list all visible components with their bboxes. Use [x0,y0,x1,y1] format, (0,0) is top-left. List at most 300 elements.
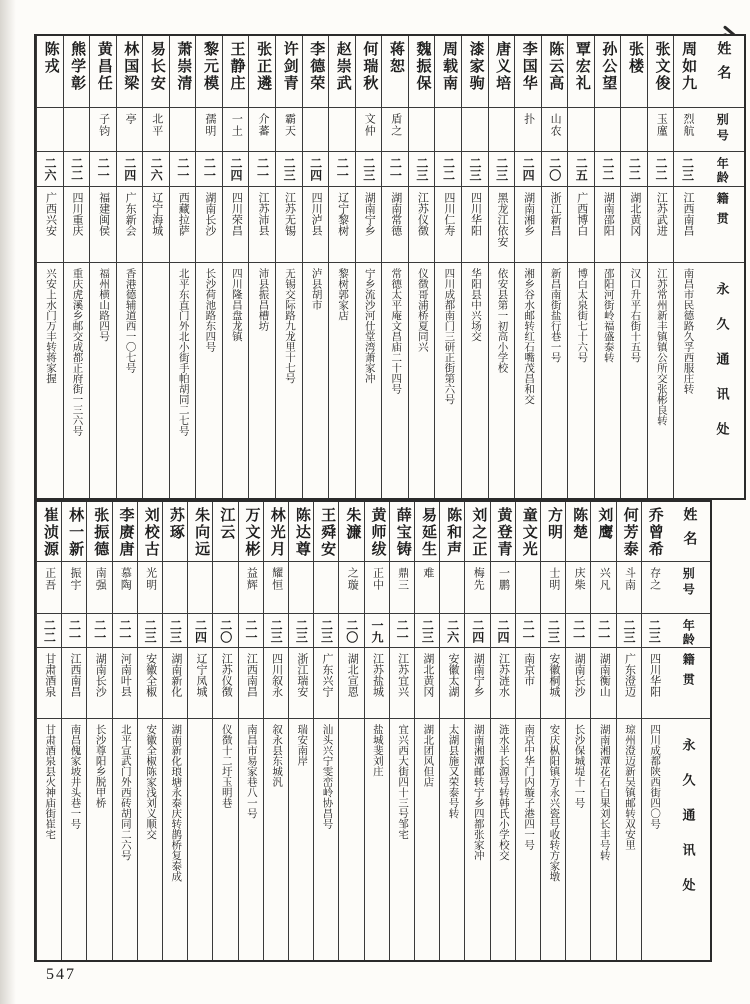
header-column [666,502,710,960]
person-native-text: 浙江新昌 [549,192,562,236]
person-name-text: 周如九 [680,41,697,92]
person-native-text: 江苏仪徴 [220,653,233,697]
person-name [674,36,700,108]
person-address-text: 兴安上水门万丰转蒋家握 [44,268,56,384]
person-age-text: 二一 [243,619,258,643]
person-alias [87,562,111,614]
person-name [491,502,515,562]
person-name [289,502,313,562]
person-address [276,263,302,498]
person-column [248,36,275,498]
person-name [64,36,90,108]
person-name [138,502,162,562]
person-age-text: 二六 [149,157,164,181]
person-address-text: 福州横山路四号 [98,268,110,342]
person-address [465,719,489,960]
person-age-text: 二三 [414,157,429,181]
person-native-text: 辽宁黎树 [336,192,349,236]
person-native-text: 安徽全椒 [144,653,157,697]
person-address-text: 安庆枞阳镇方永兴瓷号收转方家墩 [548,724,560,882]
person-alias-text: 一土 [230,113,243,137]
person-native [541,648,565,719]
person-address-text: 湖北团风但店 [422,724,434,787]
header-address [666,719,710,960]
person-native [87,648,111,719]
person-age-text: 二一 [395,619,410,643]
person-alias [642,562,666,614]
person-column [61,502,86,960]
person-native [542,187,568,263]
person-column [490,502,515,960]
person-alias [239,562,263,614]
person-address-text: 湖南湘潭邮转宁乡四都张家冲 [472,724,484,861]
person-name-text: 陈和声 [445,507,462,558]
person-alias [329,108,355,152]
person-name [303,36,329,108]
person-alias [435,108,461,152]
person-column [514,36,541,498]
person-age [365,614,389,648]
person-native [440,648,464,719]
person-name-text: 黄登青 [495,507,512,558]
person-age [264,614,288,648]
person-native-text: 四川仁寿 [442,192,455,236]
person-name-text: 苏琢 [167,507,184,541]
person-address-text: 南昌傀家坡井头巷一号 [69,724,81,829]
person-alias-text: 介蕃 [256,113,269,137]
person-native-text: 甘肃酒泉 [43,653,56,697]
person-address [143,263,169,498]
person-address [621,263,647,498]
person-alias [440,562,464,614]
person-native-text: 湖北黄冈 [421,653,434,697]
person-native-text: 湖南长沙 [573,653,586,697]
person-column [36,502,61,960]
person-alias-text: 玉廑 [655,113,668,137]
person-alias [196,108,222,152]
person-name-text: 黎元模 [201,41,218,92]
person-column [112,502,137,960]
person-alias-text: 兴凡 [598,567,611,591]
person-alias [138,562,162,614]
person-address-text: 长沙尊阳乡脱甲桥 [94,724,106,808]
person-name [591,502,615,562]
person-age [390,614,414,648]
person-age-text: 二四 [193,619,208,643]
person-native [314,648,338,719]
person-native [382,187,408,263]
person-address [617,719,641,960]
person-age-text: 二〇 [547,157,562,181]
person-native-text: 湖北宣恩 [346,653,359,697]
person-address [642,719,666,960]
header-address-label: 永久通讯处 [680,738,696,913]
person-address [591,719,615,960]
person-alias [489,108,515,152]
person-name-text: 林一新 [67,507,84,558]
person-native-text: 江西南昌 [681,192,694,236]
person-age-text: 二三 [319,619,334,643]
person-native-text: 辽宁海城 [150,192,163,236]
person-name-text: 易长安 [148,41,165,92]
person-address-text: 安徽全椒陈家浅刘义顺交 [145,724,157,840]
person-native [188,648,212,719]
person-alias [356,108,382,152]
person-name-text: 蒋恕 [387,41,404,75]
person-address [196,263,222,498]
person-age-text: 二一 [335,157,350,181]
person-address [435,263,461,498]
person-native-text: 湖南衡山 [598,653,611,697]
person-address-text: 湖南湘潭花石白果刘长丰号转 [598,724,610,861]
person-native [90,187,116,263]
person-column [381,36,408,498]
person-native-text: 浙江瑞安 [295,653,308,697]
person-address [113,719,137,960]
person-age [276,152,302,187]
person-age [465,614,489,648]
person-address-text: 四川成都南门三研正街第六号 [443,268,455,405]
person-native-text: 辽宁凤城 [195,653,208,697]
person-alias-text: 子钧 [97,113,110,137]
header-address-label: 永久通讯处 [714,282,730,457]
person-address-text: 邵阳河街岭福盛泰转 [602,268,614,363]
person-age [62,614,86,648]
person-alias-text: 正中 [371,567,384,591]
person-native-text: 四川叙永 [270,653,283,697]
person-native-text: 四川重庆 [71,192,84,236]
header-name-label: 姓名 [681,507,697,555]
person-native [465,648,489,719]
person-age-text: 二六 [445,619,460,643]
person-age-text: 二一 [255,157,270,181]
person-column [162,502,187,960]
person-age-text: 二三 [680,157,695,181]
person-address [314,719,338,960]
person-address [595,263,621,498]
person-name-text: 陈戎 [42,41,59,75]
person-alias [37,562,61,614]
person-alias [516,562,540,614]
person-address [516,719,540,960]
person-name [37,36,63,108]
person-column [673,36,700,498]
person-name [409,36,435,108]
person-name-text: 张楼 [626,41,643,75]
person-age [249,152,275,187]
person-alias-text: 正吾 [43,567,56,591]
person-age [163,614,187,648]
person-alias [621,108,647,152]
person-native [674,187,700,263]
person-address [674,263,700,498]
person-age-text: 一九 [369,619,384,643]
person-address-text: 瑞安南岸 [296,724,308,766]
person-address [264,719,288,960]
person-name [314,502,338,562]
person-column [355,36,382,498]
person-address [566,719,590,960]
person-name [249,36,275,108]
person-address-text: 黎树郭家店 [337,268,349,321]
person-address [491,719,515,960]
person-native [617,648,641,719]
person-name-text: 黄师绂 [369,507,386,558]
person-address [648,263,674,498]
person-name [617,502,641,562]
header-native-label: 籍贯 [681,653,696,693]
person-column [594,36,621,498]
person-column [302,36,329,498]
person-alias-text: 鼎三 [396,567,409,591]
person-native [365,648,389,719]
person-alias [515,108,541,152]
person-name-text: 林国梁 [122,41,139,92]
person-address-text: 湘乡谷水邮转红石嘴茂昌和交 [523,268,535,405]
person-native-text: 江苏武进 [655,192,668,236]
person-age-text: 二五 [574,157,589,181]
person-age [617,614,641,648]
person-age [568,152,594,187]
person-address [90,263,116,498]
person-name [87,502,111,562]
person-column [565,502,590,960]
header-name-label: 姓名 [715,41,731,89]
person-alias [314,562,338,614]
person-name [170,36,196,108]
person-alias [64,108,90,152]
person-age-text: 二一 [596,619,611,643]
person-alias [188,562,212,614]
person-column [434,36,461,498]
person-column [212,502,237,960]
person-name-text: 陈云高 [547,41,564,92]
person-alias-text: 慕陶 [119,567,132,591]
person-name [62,502,86,562]
person-native-text: 广东兴宁 [321,653,334,697]
person-column [137,502,162,960]
header-age [700,152,744,187]
person-age-text: 二三 [361,157,376,181]
directory-table-bottom [34,500,712,962]
person-address [249,263,275,498]
person-name-text: 王舜安 [319,507,336,558]
person-name [276,36,302,108]
person-age-text: 二三 [143,619,158,643]
person-age [435,152,461,187]
person-alias-text: 亭 [124,113,137,125]
person-age-text: 二一 [388,157,403,181]
person-native [264,648,288,719]
person-native-text: 湖南长沙 [203,192,216,236]
person-age-text: 二三 [420,619,435,643]
person-age-text: 二六 [43,157,58,181]
person-address [37,719,61,960]
person-native [117,187,143,263]
person-name [113,502,137,562]
person-column [187,502,212,960]
person-native-text: 福建闽侯 [97,192,110,236]
person-age [213,614,237,648]
person-name [223,36,249,108]
person-name-text: 唐义培 [494,41,511,92]
directory-table-top [34,34,746,500]
person-age [440,614,464,648]
person-age-text: 二二 [42,619,57,643]
person-native-text: 湖南邵阳 [602,192,615,236]
person-column [620,36,647,498]
person-alias-text: 耀恒 [270,567,283,591]
person-alias [249,108,275,152]
person-age [648,152,674,187]
person-address [339,719,363,960]
person-native-text: 江苏沛县 [256,192,269,236]
person-address-text: 四川隆昌盘龙镇 [230,268,242,342]
person-column [364,502,389,960]
person-native [591,648,615,719]
person-age [170,152,196,187]
person-address [117,263,143,498]
person-native [491,648,515,719]
person-name [188,502,212,562]
person-native-text: 黑龙江依安 [496,192,509,247]
person-name-text: 孙公望 [600,41,617,92]
person-name-text: 张正遴 [255,41,272,92]
person-column [488,36,515,498]
person-native [196,187,222,263]
person-name-text: 王静庄 [228,41,245,92]
person-address-text: 香港德辅道西一〇七号 [124,268,136,373]
person-address-text: 南昌市易家巷八一号 [245,724,257,819]
person-age-text: 二一 [521,619,536,643]
person-age [37,152,63,187]
person-alias [90,108,116,152]
person-age-text: 二一 [67,619,82,643]
person-name [196,36,222,108]
person-alias [382,108,408,152]
person-alias-text: 庆柴 [573,567,586,591]
person-name-text: 林光月 [268,507,285,558]
person-age-text: 二一 [117,619,132,643]
person-native [170,187,196,263]
person-alias [213,562,237,614]
person-age-text: 二三 [282,157,297,181]
person-age [515,152,541,187]
person-address-text: 琼州澄迈新吴镇邮转双安里 [623,724,635,850]
person-native [621,187,647,263]
person-alias [617,562,641,614]
person-name [90,36,116,108]
person-native-text: 四川华阳 [469,192,482,236]
person-alias [465,562,489,614]
person-name [595,36,621,108]
person-age [143,152,169,187]
person-column [389,502,414,960]
person-column [328,36,355,498]
person-name-text: 朱濂 [344,507,361,541]
person-age [196,152,222,187]
person-native-text: 江苏盐城 [371,653,384,697]
person-native [239,648,263,719]
person-alias [37,108,63,152]
person-address-text: 新昌南街盐行巷一号 [549,268,561,363]
person-address-text: 宜兴西大街四十三号邹宅 [397,724,409,840]
person-native-text: 广东新会 [124,192,137,236]
person-alias [117,108,143,152]
person-native-text: 安徽桐城 [547,653,560,697]
person-native [515,187,541,263]
person-native [289,648,313,719]
person-alias [648,108,674,152]
person-age-text: 二四 [122,157,137,181]
person-age-text: 二四 [308,157,323,181]
person-age [329,152,355,187]
person-native-text: 湖南宁乡 [472,653,485,697]
person-address [170,263,196,498]
person-age [516,614,540,648]
person-alias [566,562,590,614]
person-alias-text: 振宇 [69,567,81,591]
person-alias [595,108,621,152]
person-native [568,187,594,263]
person-alias-text: 之璇 [346,567,359,591]
person-name-text: 李国华 [520,41,537,92]
person-name [239,502,263,562]
person-address-text: 江苏常州新丰镇镇公所交张彬良转 [655,268,667,426]
person-name-text: 陈楚 [571,507,588,541]
person-address-text: 叙永县东城汎 [271,724,283,787]
person-column [116,36,143,498]
person-native [223,187,249,263]
person-name [621,36,647,108]
header-age-label: 年龄 [715,157,730,185]
person-alias-text: 山农 [549,113,562,137]
person-age-text: 二三 [269,619,284,643]
person-age [409,152,435,187]
person-name [390,502,414,562]
person-column [195,36,222,498]
person-age [491,614,515,648]
person-age [303,152,329,187]
person-native [435,187,461,263]
person-native-text: 湖南新化 [169,653,182,697]
person-age-text: 二四 [521,157,536,181]
person-address-text: 涟水半长源号转韩氏小学校交 [497,724,509,861]
person-address [163,719,187,960]
person-address-text: 汕头兴宁雯峦岭协昌号 [321,724,333,829]
person-age [462,152,488,187]
person-alias [409,108,435,152]
person-column [461,36,488,498]
person-alias [62,562,86,614]
person-alias [339,562,363,614]
person-age [223,152,249,187]
person-native [276,187,302,263]
person-native [642,648,666,719]
person-native [64,187,90,263]
person-age [64,152,90,187]
person-column [275,36,302,498]
person-name-text: 童文光 [520,507,537,558]
person-name [465,502,489,562]
person-native [356,187,382,263]
person-native-text: 江苏涟水 [497,653,510,697]
person-address-text: 重庆虎溪乡邮交成都正府街一三六号 [71,268,83,436]
person-name [642,502,666,562]
person-address [382,263,408,498]
person-address [568,263,594,498]
person-alias [170,108,196,152]
